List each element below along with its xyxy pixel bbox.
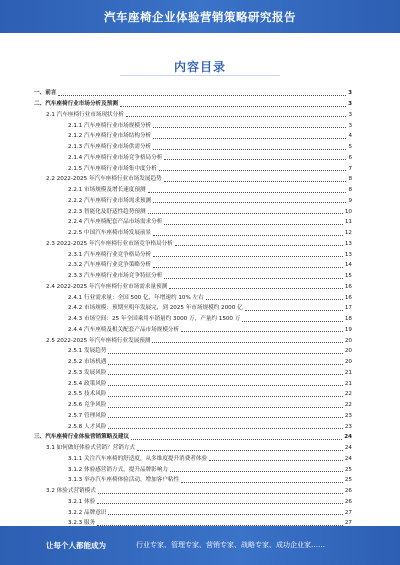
toc-page-number: 16: [344, 283, 352, 290]
toc-page-number: 3: [348, 122, 352, 129]
toc-entry[interactable]: [34, 376, 352, 387]
toc-entry[interactable]: [34, 409, 352, 420]
toc-page-number: 24: [344, 434, 352, 441]
toc-leader-dots: [108, 364, 342, 365]
toc-page-number: 7: [348, 165, 352, 172]
toc-entry-text: 2.3.3 汽车座椅行业市场竞争特征分析: [68, 273, 163, 279]
toc-leader-dots: [164, 278, 343, 279]
toc-leader-dots: [108, 353, 342, 354]
toc-entry[interactable]: [34, 387, 352, 398]
toc-leader-dots: [108, 385, 342, 386]
toc-entry-text: 3.2.3 服务: [68, 520, 96, 527]
footer-slogan: 让每个人都能成为: [46, 541, 106, 550]
toc-page-number: 22: [344, 391, 352, 398]
toc-entry[interactable]: [34, 505, 352, 516]
toc-entry-text: 3.1 如何做好体验式营销？营销方式: [46, 445, 135, 451]
toc-leader-dots: [164, 224, 343, 225]
toc-entry-text: 2.3 2022-2025 年汽车座椅行业市场竞争格局分析: [46, 240, 173, 247]
toc-leader-dots: [153, 127, 346, 128]
toc-entry-text: 2.1.1 汽车座椅行业市场规模分析: [68, 122, 152, 129]
toc-entry-text: 2.5.7 管理风险: [68, 412, 107, 419]
toc-page-number: 16: [344, 294, 352, 301]
toc-page-number: 20: [344, 348, 352, 355]
toc-leader-dots: [153, 202, 346, 203]
toc-entry[interactable]: [34, 366, 352, 377]
toc-entry[interactable]: [34, 226, 352, 237]
toc-entry[interactable]: [34, 280, 352, 291]
footer-tagline: 行业专家、管理专家、营销专家、战略专家、成功企业家……: [136, 541, 325, 549]
toc-leader-dots: [108, 417, 342, 418]
toc-entry-text: 2.3.1 汽车座椅行业竞争格局分析: [68, 251, 152, 258]
toc-entry[interactable]: [34, 430, 352, 441]
toc-entry[interactable]: [34, 183, 352, 194]
toc-entry-text: 3.1.3 举办汽车座椅体验活动，增加客户粘性: [68, 477, 180, 484]
toc-entry[interactable]: [34, 398, 352, 409]
toc-leader-dots: [108, 407, 342, 408]
footer-banner: [0, 526, 400, 565]
toc-entry-text: 2.4 2022-2025 年汽车座椅行业市场需求量预测: [46, 283, 168, 290]
toc-page-number: 26: [344, 488, 352, 494]
toc-entry[interactable]: [34, 151, 352, 162]
toc-entry[interactable]: [34, 452, 352, 463]
toc-entry[interactable]: [34, 215, 352, 226]
toc-leader-dots: [58, 95, 346, 96]
toc-leader-dots: [153, 138, 346, 139]
toc-entry[interactable]: [34, 86, 352, 97]
toc-page-number: 27: [344, 520, 352, 527]
toc-entry[interactable]: [34, 441, 352, 452]
toc-entry-text: 3.2.1 体验: [68, 498, 96, 505]
toc-page-number: 25: [344, 466, 352, 473]
toc-page-number: 25: [344, 477, 352, 484]
toc-divider: [120, 75, 280, 76]
toc-page-number: 15: [344, 273, 352, 279]
toc-entry-text: 2.5.5 技术风险: [68, 391, 107, 398]
toc-entry[interactable]: [34, 108, 352, 119]
toc-entry[interactable]: [34, 204, 352, 215]
toc-leader-dots: [169, 288, 343, 289]
toc-entry[interactable]: [34, 129, 352, 140]
toc-page-number: 8: [348, 176, 352, 183]
toc-leader-dots: [206, 299, 343, 300]
toc-entry[interactable]: [34, 97, 352, 108]
toc-entry[interactable]: [34, 247, 352, 258]
toc-page-number: 12: [344, 230, 352, 236]
toc-leader-dots: [170, 471, 343, 472]
toc-entry-text: 2.1.5 汽车座椅行业市场集中度分析: [68, 165, 157, 172]
toc-leader-dots: [131, 439, 342, 440]
table-of-contents: [34, 86, 352, 527]
toc-page-number: 17: [344, 305, 352, 312]
toc-entry[interactable]: [34, 355, 352, 366]
toc-page-number: 20: [344, 359, 352, 365]
toc-page-number: 23: [344, 412, 352, 419]
toc-leader-dots: [181, 331, 343, 332]
toc-leader-dots: [153, 267, 343, 268]
toc-entry-text: 2.2 2022-2025 年汽车座椅行业市场发展趋势: [46, 176, 162, 183]
toc-entry-text: 二、汽车座椅行业市场分析及预测: [34, 101, 118, 107]
toc-entry-text: 2.5.2 市场机遇: [68, 359, 107, 365]
toc-entry-text: 2.4.1 行业需求量：全国 500 亿，年增速约 10% 左右: [68, 294, 204, 301]
toc-page-number: 13: [344, 251, 352, 258]
toc-entry[interactable]: [34, 344, 352, 355]
toc-entry[interactable]: [34, 323, 352, 334]
toc-leader-dots: [137, 450, 343, 451]
toc-entry[interactable]: [34, 290, 352, 301]
toc-page-number: 10: [344, 208, 352, 215]
toc-entry-text: 三、汽车座椅行业体验营销策略及建议: [34, 434, 130, 441]
toc-page-number: 13: [344, 240, 352, 247]
toc-entry-text: 2.5.6 竞争风险: [68, 402, 107, 408]
toc-leader-dots: [164, 181, 347, 182]
toc-leader-dots: [164, 159, 346, 160]
toc-page-number: 24: [344, 455, 352, 462]
toc-page-number: 9: [348, 197, 352, 204]
toc-page-number: 3: [348, 90, 352, 97]
toc-entry-text: 2.3.2 汽车座椅行业竞争策略分析: [68, 262, 152, 269]
toc-entry-text: 2.4.3 市场空间：25 年全国乘用车销量约 3000 万，产量约 1500 万: [68, 316, 241, 322]
toc-leader-dots: [153, 235, 343, 236]
toc-entry-text: 2.2.1 市场规模及增长速度预测: [68, 187, 146, 193]
toc-entry[interactable]: [34, 333, 352, 344]
toc-entry-text: 3.2 体验式营销模式: [46, 488, 96, 494]
toc-entry[interactable]: [34, 140, 352, 151]
toc-leader-dots: [98, 493, 343, 494]
toc-page-number: 20: [344, 337, 352, 344]
toc-page-number: 22: [344, 402, 352, 408]
toc-leader-dots: [209, 460, 343, 461]
toc-entry-text: 2.2.4 汽车座椅配套产品市场需求分析: [68, 219, 163, 226]
toc-entry[interactable]: [34, 269, 352, 280]
toc-entry[interactable]: [34, 172, 352, 183]
toc-entry-text: 3.1.1 关注汽车座椅的舒适度，从多维度提升消费者体验: [68, 455, 208, 462]
toc-entry-text: 3.2.2 品牌意识: [68, 509, 107, 516]
toc-leader-dots: [148, 213, 343, 214]
toc-entry[interactable]: [34, 161, 352, 172]
toc-entry-text: 2.4.2 市场规模：预期至明年发展完，到 2025 年市场规模约 2000 亿: [68, 305, 243, 312]
toc-entry-text: 2.1 汽车座椅行业市场现状分析: [46, 111, 124, 118]
toc-entry[interactable]: [34, 118, 352, 129]
toc-page-number: 23: [344, 423, 352, 430]
toc-entry-text: 2.1.4 汽车座椅行业市场竞争格局分析: [68, 154, 163, 161]
toc-page-number: 24: [344, 445, 352, 451]
toc-leader-dots: [153, 149, 346, 150]
toc-entry[interactable]: [34, 419, 352, 430]
toc-leader-dots: [153, 256, 343, 257]
toc-entry[interactable]: [34, 462, 352, 473]
toc-leader-dots: [242, 321, 343, 322]
header-banner: [0, 0, 400, 33]
toc-leader-dots: [181, 482, 343, 483]
toc-page-number: 21: [344, 380, 352, 387]
toc-leader-dots: [108, 374, 342, 375]
toc-leader-dots: [108, 396, 342, 397]
toc-page-number: 8: [348, 187, 352, 193]
toc-entry[interactable]: [34, 258, 352, 269]
report-title: 汽车座椅企业体验营销策略研究报告: [104, 10, 296, 24]
toc-entry-text: 3.1.2 体验感营销方式，提升品牌影响力: [68, 466, 168, 473]
toc-entry-text: 2.5 2022-2025 年汽车座椅行业发展预测: [46, 337, 151, 344]
toc-page-number: 3: [348, 101, 352, 107]
toc-page-number: 6: [348, 154, 352, 161]
toc-entry-text: 2.2.2 汽车座椅行业市场需求预测: [68, 197, 152, 204]
toc-entry-text: 2.4.4 汽车座椅及相关配套产品市场规模分析: [68, 326, 180, 333]
toc-leader-dots: [152, 342, 342, 343]
toc-entry[interactable]: [34, 301, 352, 312]
toc-entry-text: 2.5.1 发展趋势: [68, 348, 107, 355]
toc-entry-text: 2.5.4 政策风险: [68, 380, 107, 387]
toc-entry[interactable]: [34, 194, 352, 205]
toc-page-number: 21: [344, 369, 352, 376]
toc-entry-text: 2.5.3 发展风险: [68, 369, 107, 376]
toc-leader-dots: [97, 503, 343, 504]
toc-leader-dots: [108, 428, 342, 429]
toc-page-number: 19: [344, 326, 352, 333]
toc-leader-dots: [159, 170, 347, 171]
toc-entry[interactable]: [34, 312, 352, 323]
toc-entry-text: 一、前言: [34, 90, 57, 97]
toc-page-number: 14: [344, 262, 352, 269]
toc-page-number: 3: [348, 111, 352, 118]
toc-page-number: 27: [344, 509, 352, 516]
toc-entry-text: 2.2.5 中国汽车座椅市场发展前景: [68, 230, 152, 236]
toc-leader-dots: [148, 192, 347, 193]
toc-page-number: 4: [348, 133, 352, 140]
toc-leader-dots: [245, 310, 343, 311]
toc-leader-dots: [175, 245, 343, 246]
toc-entry-text: 2.1.3 汽车座椅行业市场供需分析: [68, 144, 152, 150]
toc-entry-text: 2.2.3 智能化及舒适性趋势预测: [68, 208, 146, 215]
toc-entry[interactable]: [34, 473, 352, 484]
toc-entry[interactable]: [34, 484, 352, 495]
toc-entry[interactable]: [34, 237, 352, 248]
toc-page-number: 26: [344, 498, 352, 505]
toc-page-number: 5: [348, 144, 352, 150]
toc-heading: 内容目录: [173, 60, 226, 74]
toc-page-number: 18: [344, 316, 352, 322]
toc-entry[interactable]: [34, 495, 352, 506]
toc-entry-text: 2.5.8 人才风险: [68, 423, 107, 430]
toc-leader-dots: [120, 106, 346, 107]
toc-entry-text: 2.1.2 汽车座椅行业市场结构分析: [68, 133, 152, 140]
toc-leader-dots: [126, 116, 347, 117]
toc-leader-dots: [108, 514, 342, 515]
toc-page-number: 11: [344, 219, 352, 226]
